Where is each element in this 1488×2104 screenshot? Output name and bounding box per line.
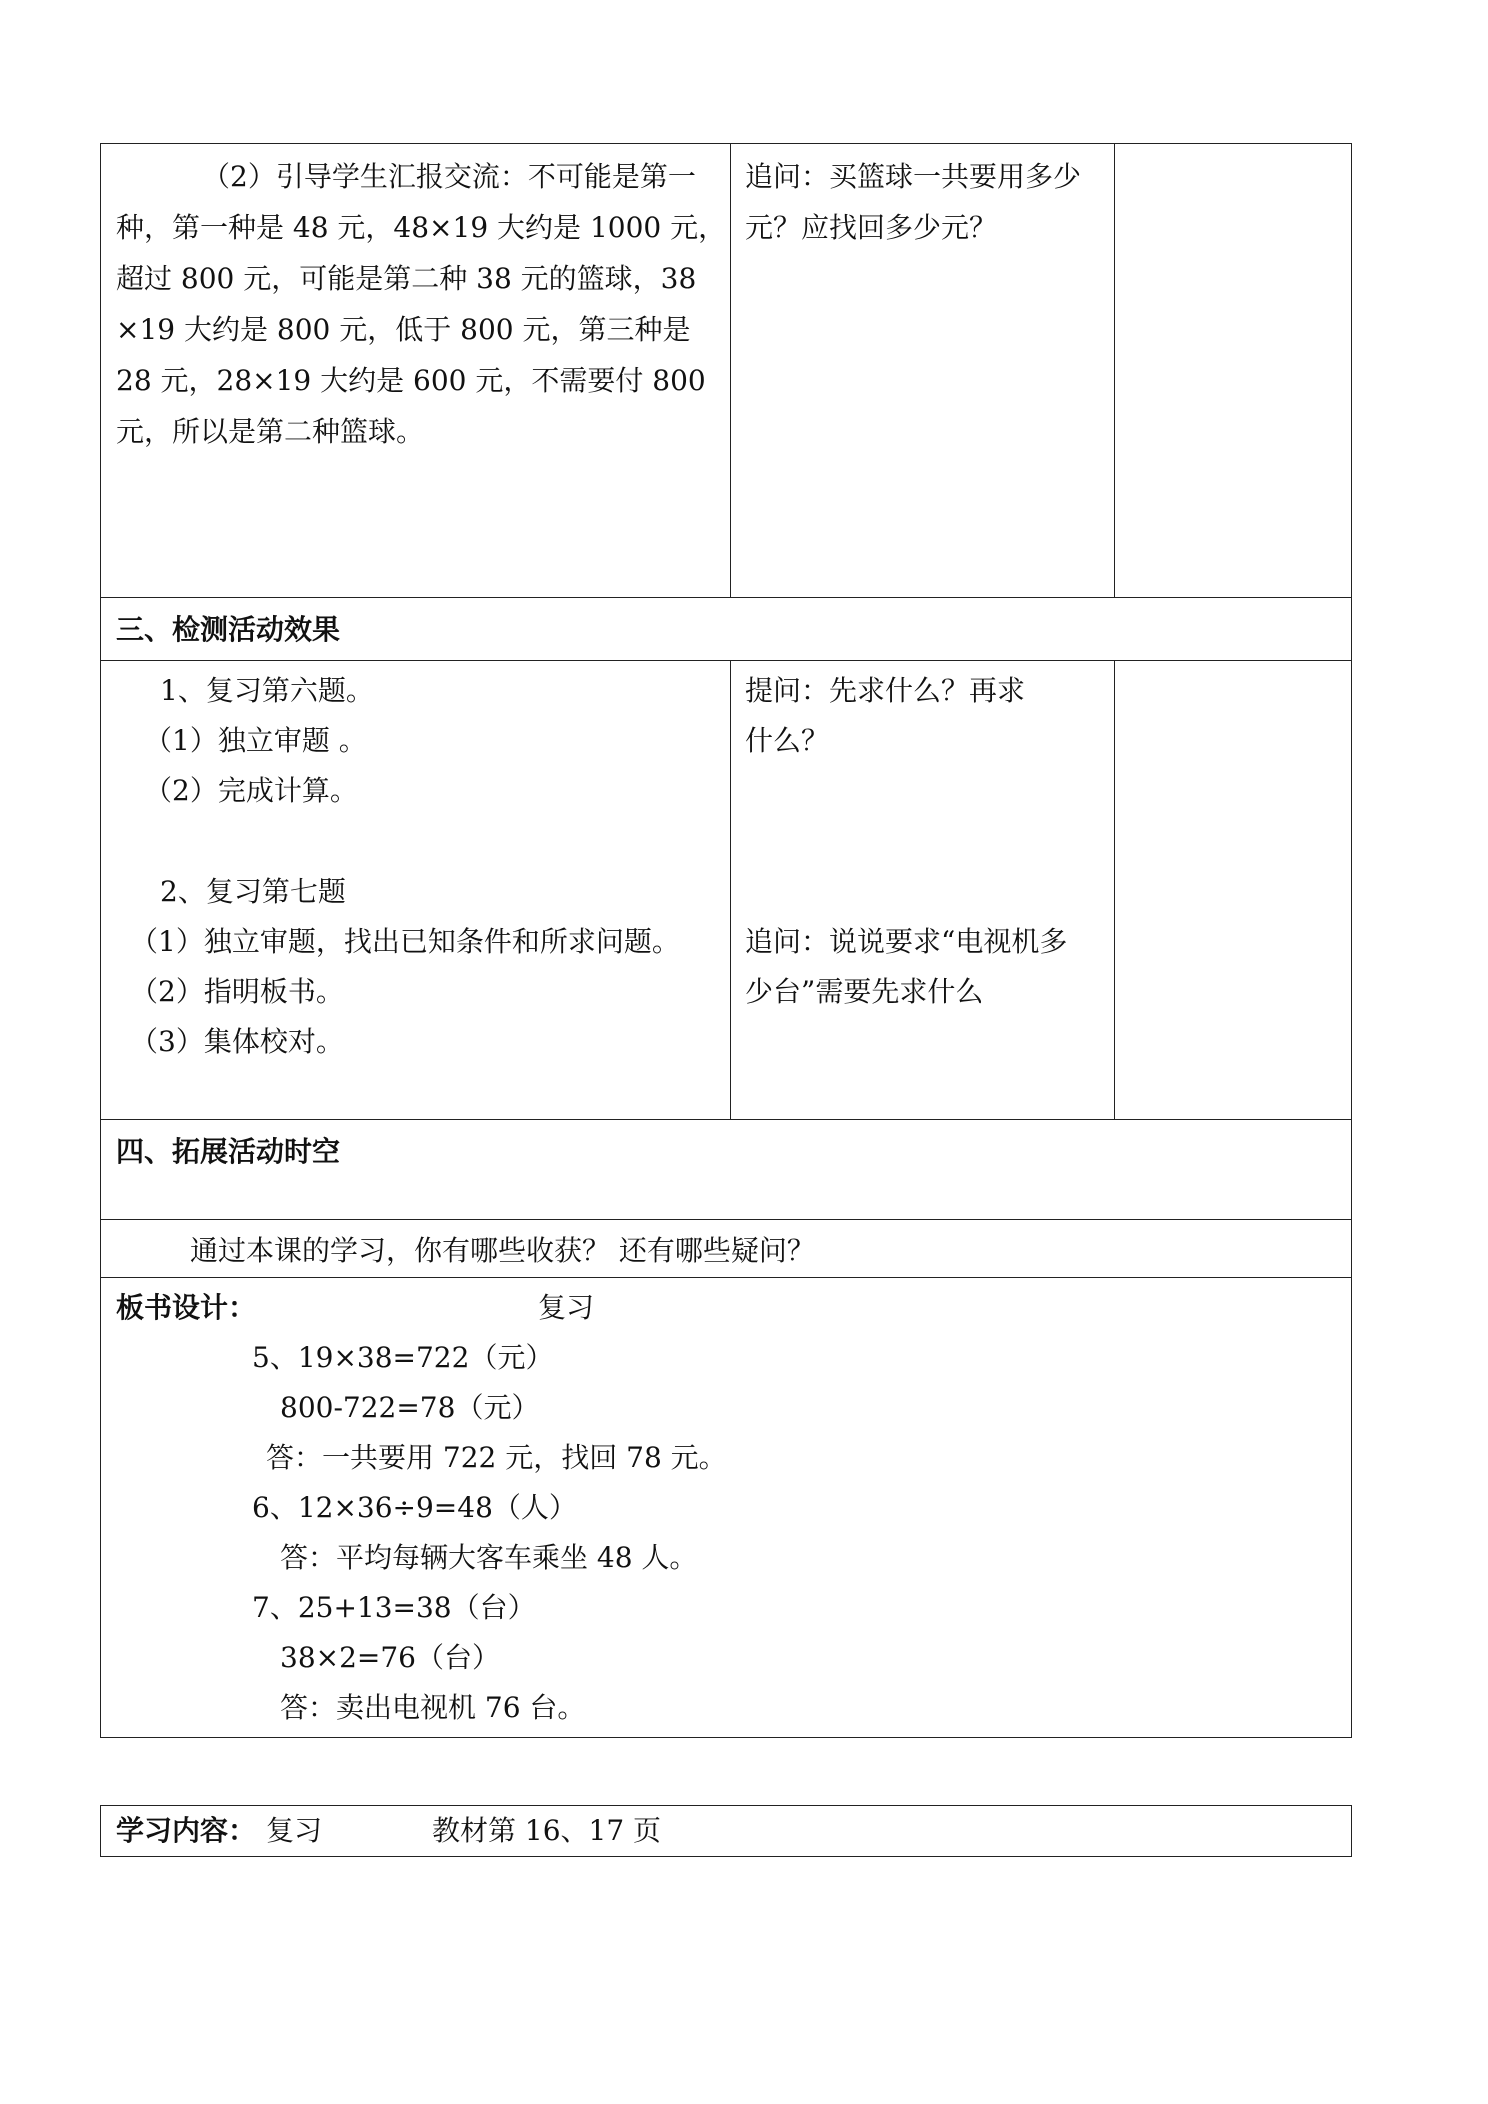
board-line: 答：卖出电视机 76 台。: [280, 1691, 586, 1724]
teacher-question: 追问：说说要求“电视机多: [745, 925, 1068, 958]
teacher-question: 提问：先求什么？再求: [745, 674, 1026, 707]
board-line: 800-722=78（元）: [280, 1391, 540, 1424]
board-line: 7、25+13=38（台）: [252, 1591, 536, 1624]
list-item: （3）集体校对。: [130, 1025, 344, 1058]
activity-line: ×19 大约是 800 元，低于 800 元，第三种是: [116, 313, 691, 346]
row-divider: [100, 1119, 1352, 1120]
teacher-question: 少台”需要先求什么: [745, 975, 984, 1008]
row-divider: [100, 1219, 1352, 1220]
row-divider: [100, 660, 1352, 661]
activity-line: 超过 800 元，可能是第二种 38 元的篮球，38: [116, 262, 697, 295]
board-title: 复习: [538, 1291, 595, 1324]
list-item: （2）指明板书。: [130, 975, 344, 1008]
column-divider: [730, 143, 731, 597]
section-heading: 四、拓展活动时空: [116, 1135, 341, 1168]
activity-line: 元，所以是第二种篮球。: [116, 415, 425, 448]
list-item: 2、复习第七题: [160, 875, 346, 908]
board-line: 38×2=76（台）: [280, 1641, 500, 1674]
list-item: （2）完成计算。: [144, 774, 358, 807]
activity-line: 28 元，28×19 大约是 600 元，不需要付 800: [116, 364, 706, 397]
board-line: 6、12×36÷9=48（人）: [252, 1491, 577, 1524]
teacher-question: 追问：买篮球一共要用多少: [745, 160, 1082, 193]
learning-content-label: 学习内容：: [116, 1814, 257, 1847]
activity-line: （2）引导学生汇报交流：不可能是第一: [202, 160, 696, 193]
column-divider: [1114, 143, 1115, 597]
learning-content-topic: 复习: [266, 1814, 323, 1847]
list-item: （1）独立审题 。: [144, 724, 367, 757]
activity-line: 种，第一种是 48 元，48×19 大约是 1000 元，: [116, 211, 727, 244]
board-line: 5、19×38=722（元）: [252, 1341, 554, 1374]
section-heading: 三、检测活动效果: [116, 613, 341, 646]
textbook-pages: 教材第 16、17 页: [432, 1814, 662, 1847]
board-line: 答：平均每辆大客车乘坐 48 人。: [280, 1541, 698, 1574]
list-item: （1）独立审题，找出已知条件和所求问题。: [130, 925, 680, 958]
row-divider: [100, 597, 1352, 598]
column-divider: [1114, 660, 1115, 1119]
list-item: 1、复习第六题。: [160, 674, 374, 707]
row-divider: [100, 1277, 1352, 1278]
column-divider: [730, 660, 731, 1119]
teacher-question: 元？应找回多少元？: [745, 211, 998, 244]
board-label: 板书设计：: [116, 1291, 257, 1324]
teacher-question: 什么？: [745, 724, 830, 757]
board-line: 答：一共要用 722 元，找回 78 元。: [266, 1441, 727, 1474]
reflection-prompt: 通过本课的学习，你有哪些收获？ 还有哪些疑问？: [190, 1234, 815, 1267]
